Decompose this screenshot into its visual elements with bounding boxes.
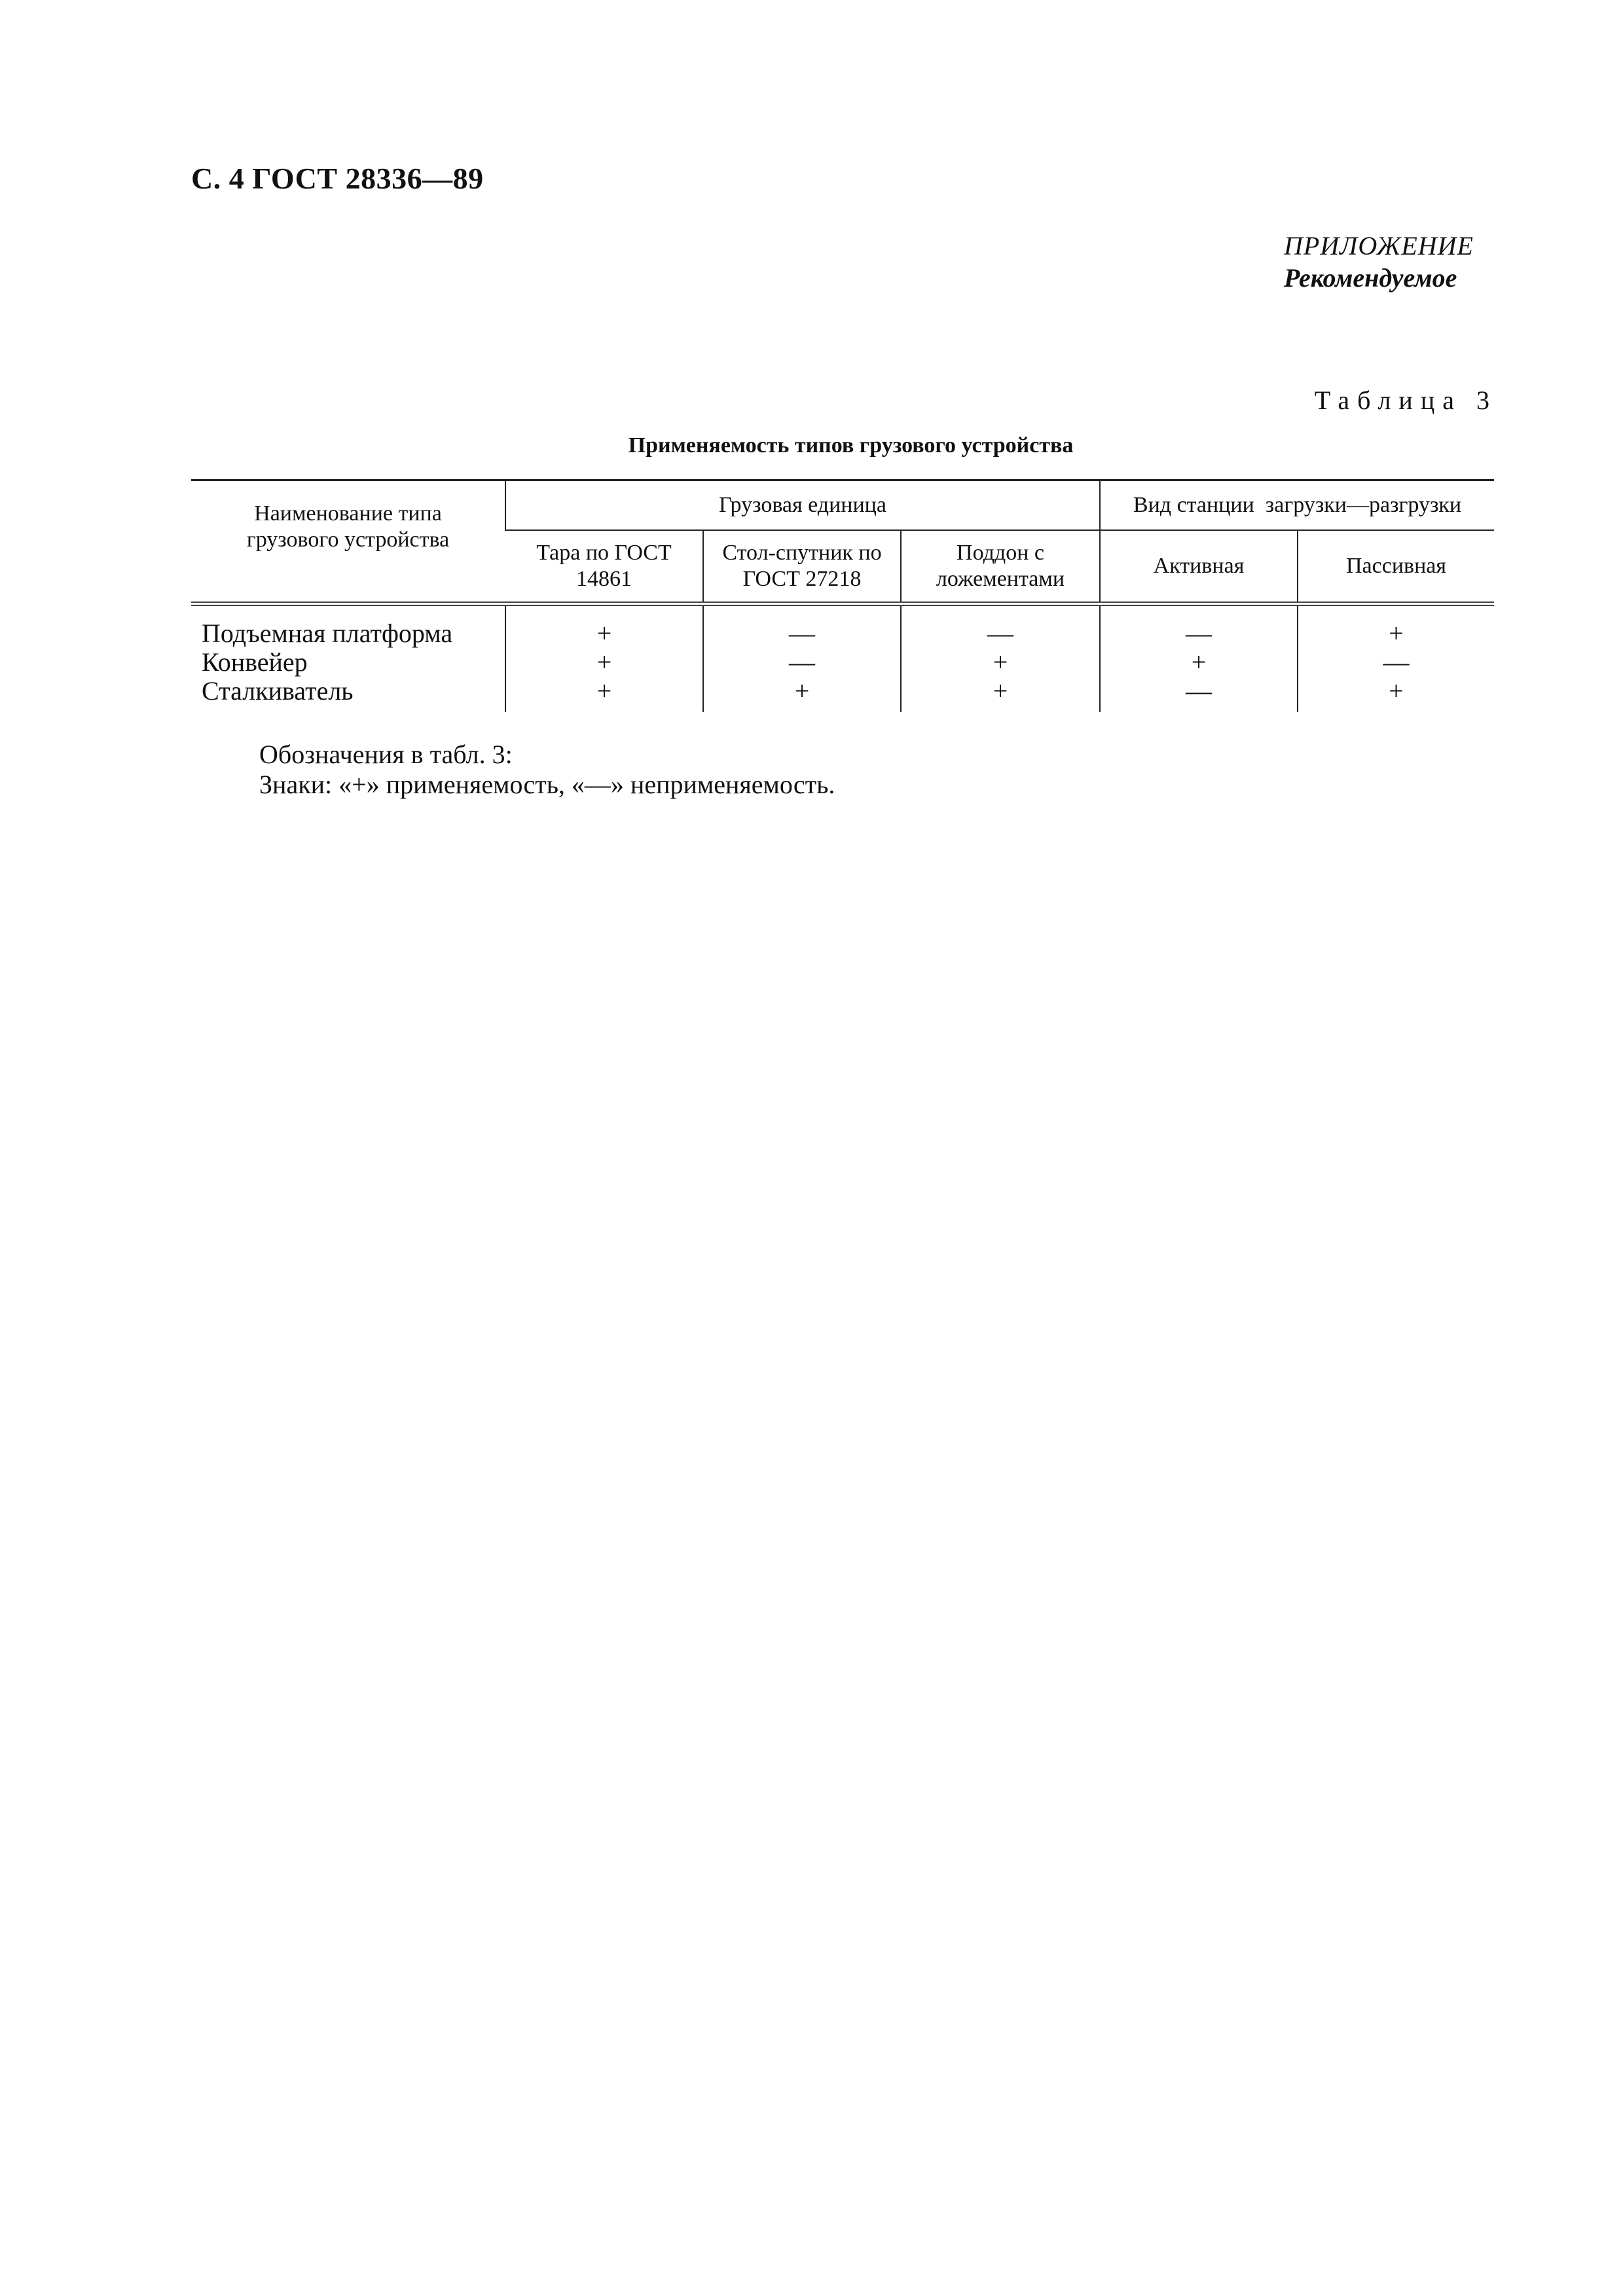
row-name: Подъемная платформа [202, 619, 453, 648]
table-cell: + [505, 677, 703, 712]
header-station-type [1100, 480, 1494, 531]
appendix-block [1284, 229, 1474, 293]
table-cell: + [703, 677, 901, 712]
header-tara [505, 530, 703, 604]
table-row [191, 604, 1494, 649]
table-cell: — [1298, 648, 1494, 677]
appendix-subtitle: Рекомендуемое [1284, 263, 1457, 293]
table-title [0, 433, 1623, 458]
table-cell: — [1100, 677, 1298, 712]
header-station-type-text: Вид станции загрузки—разгрузки [1133, 493, 1462, 517]
table-cell: — [1100, 604, 1298, 649]
table-cell: + [1298, 677, 1494, 712]
header-passive: Пассивная [1298, 530, 1494, 604]
table-row [191, 677, 1494, 712]
header-device-type-text: Наименование типа грузового устройства [246, 501, 450, 552]
header-device-type [191, 480, 505, 604]
header-cargo-unit: Грузовая единица [505, 480, 1100, 531]
header-pallet [901, 530, 1100, 604]
notes-line-2: Знаки: «+» применяемость, «—» неприменяемость. [259, 770, 835, 799]
table-cell: + [901, 648, 1100, 677]
table-cell: — [703, 604, 901, 649]
table-cell: — [901, 604, 1100, 649]
row-name: Конвейер [202, 647, 308, 677]
row-name: Сталкиватель [202, 676, 354, 706]
header-table-satellite-text: Стол-спутник по ГОСТ 27218 [722, 541, 882, 591]
table-cell: + [1298, 604, 1494, 649]
table-cell: — [703, 648, 901, 677]
header-tara-text: Тара по ГОСТ 14861 [536, 541, 672, 591]
applicability-table [191, 479, 1494, 712]
table-cell: + [505, 604, 703, 649]
table-title-text: Применяемость типов грузового устройства [628, 433, 1074, 457]
notes [259, 740, 835, 800]
appendix-title: ПРИЛОЖЕНИЕ [1284, 231, 1474, 260]
table-cell: + [505, 648, 703, 677]
table-cell: + [901, 677, 1100, 712]
header-pallet-text: Поддон с ложементами [936, 541, 1065, 591]
header-active: Активная [1100, 530, 1298, 604]
table-label: Таблица 3 [1314, 386, 1497, 415]
table-cell: + [1100, 648, 1298, 677]
notes-line-1: Обозначения в табл. 3: [259, 740, 513, 769]
table-row [191, 648, 1494, 677]
page-header: С. 4 ГОСТ 28336—89 [191, 162, 484, 195]
header-table-satellite [703, 530, 901, 604]
